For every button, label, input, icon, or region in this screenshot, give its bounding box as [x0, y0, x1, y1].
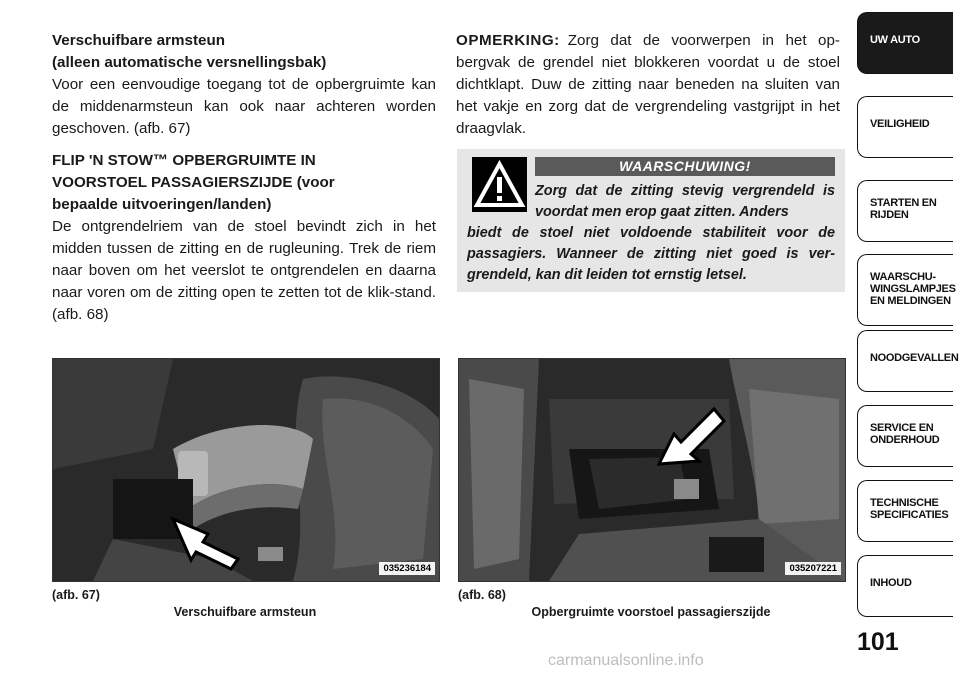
tab-label: STARTEN EN: [870, 197, 937, 209]
tab-uw-auto[interactable]: [857, 12, 953, 74]
note-label: OPMERKING:: [456, 32, 560, 49]
figure-ref-67: (afb. 67): [52, 588, 100, 602]
tab-label: INHOUD: [870, 577, 912, 589]
tab-noodgevallen[interactable]: [857, 330, 959, 392]
heading-armrest: Verschuifbare armsteun: [52, 32, 226, 49]
tab-technische-specificaties[interactable]: [857, 480, 953, 542]
tab-service-en-onderhoud[interactable]: [857, 405, 953, 467]
tab-label: SERVICE EN: [870, 422, 934, 434]
storage-illustration: [459, 359, 845, 581]
figure-ref-68: (afb. 68): [458, 588, 506, 602]
left-column: [52, 30, 436, 326]
page-number: 101: [857, 628, 899, 656]
note-text: Zorg dat de voorwerpen in het op-bergvak de grendel niet blokkeren voordat u de stoel dichtklapt. Duw de zitting naar beneden na sluiten van het vakje en zorg dat de vergrendeling vastgrijpt in het draagvlak.: [456, 32, 840, 137]
note-paragraph: [456, 30, 840, 140]
tab-label: WAARSCHU-: [870, 271, 936, 283]
tab-label: ONDERHOUD: [870, 434, 940, 446]
figure-armrest-photo: [52, 358, 440, 582]
chapter-sidebar: [857, 0, 960, 678]
figure-caption-67: Verschuifbare armsteun: [173, 605, 317, 619]
tab-inhoud[interactable]: [857, 555, 953, 617]
heading-armrest-sub: (alleen automatische versnellingsbak): [52, 54, 327, 71]
tab-starten-en-rijden[interactable]: [857, 180, 953, 242]
heading-flip-n-stow-1: FLIP 'N STOW™ OPBERGRUIMTE IN: [52, 152, 316, 169]
tab-label: TECHNISCHE: [870, 497, 939, 509]
figure-image-id: 035236184: [379, 562, 435, 575]
tab-label: VEILIGHEID: [870, 118, 930, 130]
paragraph-release-strap: De ontgrendelriem van de stoel bevindt zich in het midden tussen de zitting en de rugleuning. Trek de riem naar boven om het veerslot te ontgrendelen en daarna naar voren om de zitting open te zetten tot de klik-stand. (afb. 68): [52, 218, 436, 323]
warning-text-indented: Zorg dat de zitting stevig vergrendeld is voordat men erop gaat zitten. Anders: [535, 183, 835, 220]
warning-title: WAARSCHUWING!: [535, 157, 835, 176]
figure-caption-68: Opbergruimte voorstoel passagierszijde: [531, 605, 771, 619]
watermark: carmanualsonline.info: [548, 652, 704, 669]
figure-storage-photo: [458, 358, 846, 582]
tab-waarschuwingslampjes[interactable]: [857, 254, 956, 326]
right-column: [456, 30, 840, 140]
warning-text-full: biedt de stoel niet voldoende stabiliteit voor de passagiers. Wanneer de zitting niet goed is ver-grendeld, kan dit leiden tot ernstig letsel.: [467, 225, 835, 283]
warning-box: [457, 149, 845, 292]
tab-label: UW AUTO: [870, 34, 920, 46]
armrest-illustration: [53, 359, 439, 581]
paragraph-armrest: Voor een eenvoudige toegang tot de opbergruimte kan de middenarmsteun kan ook naar achteren worden geschoven. (afb. 67): [52, 76, 436, 137]
heading-flip-n-stow-3: bepaalde uitvoeringen/landen): [52, 196, 272, 213]
tab-label: RIJDEN: [870, 209, 909, 221]
heading-flip-n-stow-2: VOORSTOEL PASSAGIERSZIJDE (voor: [52, 174, 335, 191]
tab-label: WINGSLAMPJES: [870, 283, 956, 295]
tab-label: SPECIFICATIES: [870, 509, 949, 521]
warning-text: [467, 181, 835, 286]
tab-label: NOODGEVALLEN: [870, 352, 959, 364]
tab-veiligheid[interactable]: [857, 96, 953, 158]
figure-image-id: 035207221: [785, 562, 841, 575]
tab-label: EN MELDINGEN: [870, 295, 951, 307]
